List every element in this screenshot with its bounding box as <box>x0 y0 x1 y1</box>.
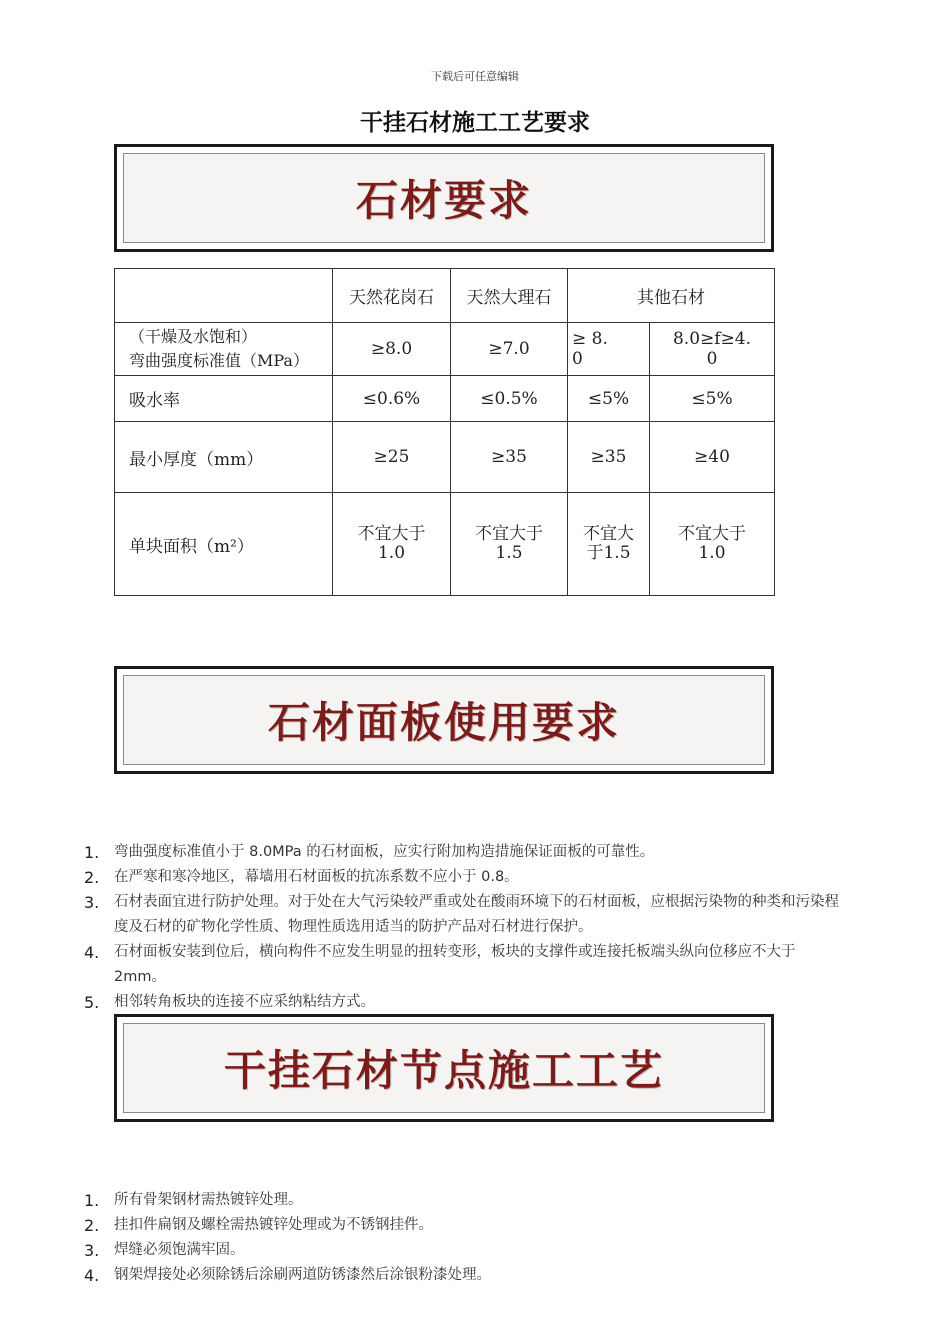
list-item <box>84 865 844 890</box>
list-item <box>84 1213 844 1238</box>
list-item-text: 在严寒和寒冷地区，幕墙用石材面板的抗冻系数不应小于 0.8。 <box>114 869 519 885</box>
list-item <box>84 990 844 1015</box>
document-title: 干挂石材施工工艺要求 <box>360 110 590 136</box>
header-note: 下载后可任意编辑 <box>431 70 519 83</box>
list-item-text: 所有骨架钢材需热镀锌处理。 <box>114 1192 303 1208</box>
table-cell: ≥25 <box>333 422 451 493</box>
table-row-label: （干燥及水饱和） 弯曲强度标准值（MPa） <box>115 323 333 376</box>
table-header-cell: 天然大理石 <box>451 269 568 323</box>
table-cell: 不宜大于 1.0 <box>333 493 451 596</box>
table-row-label: 最小厚度（mm） <box>115 422 333 493</box>
list-item-number: 4. <box>84 943 100 962</box>
table-cell: ≥8.0 <box>333 323 451 376</box>
list-item-text: 焊缝必须饱满牢固。 <box>114 1242 245 1258</box>
list-item-text: 相邻转角板块的连接不应采纳粘结方式。 <box>114 994 375 1010</box>
banner-panel-requirements <box>114 666 774 774</box>
table-row <box>115 376 775 422</box>
banner-node-process-text: 干挂石材节点施工工艺 <box>223 1046 664 1095</box>
stone-spec-table <box>114 268 775 596</box>
table-row <box>115 422 775 493</box>
table-row <box>115 493 775 596</box>
list-item <box>84 890 844 940</box>
list-item <box>84 1238 844 1263</box>
table-cell: 不宜大于 1.5 <box>451 493 568 596</box>
list-item-number: 3. <box>84 1241 100 1260</box>
list-item-number: 2. <box>84 868 100 887</box>
list-item-number: 5. <box>84 993 100 1012</box>
table-cell: 8.0≥f≥4. 0 <box>650 323 775 376</box>
list-item-number: 4. <box>84 1266 100 1285</box>
table-cell: ≥35 <box>451 422 568 493</box>
banner-node-process <box>114 1014 774 1122</box>
list-item-text: 石材面板安装到位后，横向构件不应发生明显的扭转变形，板块的支撑件或连接托板端头纵向位移应不大于 2mm。 <box>114 944 796 985</box>
list-item <box>84 1263 844 1288</box>
list-item-text: 弯曲强度标准值小于 8.0MPa 的石材面板，应实行附加构造措施保证面板的可靠性。 <box>114 844 655 860</box>
table-cell: 不宜大 于1.5 <box>568 493 650 596</box>
list-item-text: 钢架焊接处必须除锈后涂刷两道防锈漆然后涂银粉漆处理。 <box>114 1267 491 1283</box>
table-header-row <box>115 269 775 323</box>
table-row <box>115 323 775 376</box>
table-cell: ≤5% <box>650 376 775 422</box>
table-cell: ≥ 8. 0 <box>568 323 650 376</box>
banner-stone-requirements <box>114 144 774 252</box>
list-item-number: 1. <box>84 1191 100 1210</box>
table-header-cell <box>115 269 333 323</box>
node-process-list <box>84 1188 844 1288</box>
table-cell: ≥35 <box>568 422 650 493</box>
banner-stone-requirements-text: 石材要求 <box>355 176 532 225</box>
table-cell: ≥7.0 <box>451 323 568 376</box>
panel-requirements-list <box>84 840 844 1015</box>
table-row-label: 吸水率 <box>115 376 333 422</box>
table-header-cell: 天然花岗石 <box>333 269 451 323</box>
table-row-label: 单块面积（m²） <box>115 493 333 596</box>
list-item-number: 2. <box>84 1216 100 1235</box>
table-cell: 不宜大于 1.0 <box>650 493 775 596</box>
banner-panel-requirements-text: 石材面板使用要求 <box>267 698 620 747</box>
table-cell: ≤0.5% <box>451 376 568 422</box>
table-cell: ≥40 <box>650 422 775 493</box>
list-item-text: 石材表面宜进行防护处理。对于处在大气污染较严重或处在酸雨环境下的石材面板，应根据污染物的种类和污染程度及石材的矿物化学性质、物理性质选用适当的防护产品对石材进行保护。 <box>114 894 839 935</box>
table-cell: ≤0.6% <box>333 376 451 422</box>
list-item <box>84 940 844 990</box>
list-item-number: 1. <box>84 843 100 862</box>
list-item-number: 3. <box>84 893 100 912</box>
list-item-text: 挂扣件扁钢及螺栓需热镀锌处理或为不锈钢挂件。 <box>114 1217 433 1233</box>
table-cell: ≤5% <box>568 376 650 422</box>
list-item <box>84 1188 844 1213</box>
list-item <box>84 840 844 865</box>
table-header-cell: 其他石材 <box>568 269 775 323</box>
